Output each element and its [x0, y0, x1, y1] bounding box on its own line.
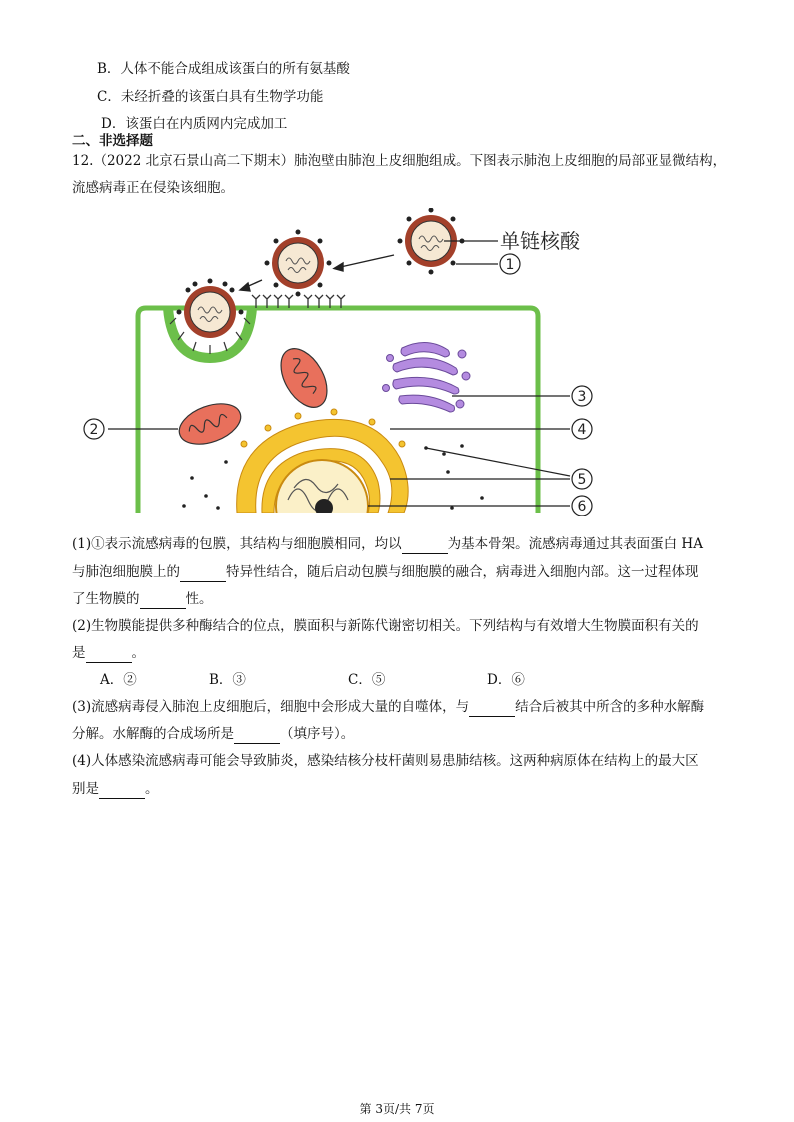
callout-4-number: 4	[577, 422, 587, 438]
callout-3-number: 3	[577, 389, 587, 405]
sub3-text-c: 分解。水解酶的合成场所是	[72, 726, 234, 742]
option-b: B．人体不能合成组成该蛋白的所有氨基酸	[97, 61, 350, 77]
sub1-line2	[72, 562, 699, 582]
sub3-line1	[72, 697, 704, 717]
callout-5-number: 5	[577, 472, 587, 488]
sub1-line1	[72, 534, 703, 554]
sub1-text-f: 性。	[185, 591, 213, 607]
callout-6-number: 6	[577, 499, 587, 515]
section-heading: 二、非选择题	[72, 133, 153, 149]
option-key: A．	[100, 672, 124, 688]
mitochondrion-2	[174, 396, 246, 452]
option-value: ⑥	[511, 672, 525, 688]
sub1-text-a: (1)①表示流感病毒的包膜，其结构与细胞膜相同，均以	[72, 536, 402, 552]
option-key: D．	[487, 672, 512, 688]
sub2-text-b: 。	[131, 645, 145, 661]
virus-entering	[177, 279, 244, 339]
sub4-line1: (4)人体感染流感病毒可能会导致肺炎，感染结核分枝杆菌则易患肺结核。这两种病原体在结构上的最大区	[72, 753, 699, 769]
sub2-line1: (2)生物膜能提供多种酶结合的位点，膜面积与新陈代谢密切相关。下列结构与有效增大生物膜面积有关的	[72, 618, 699, 634]
sub3-line2	[72, 724, 354, 744]
golgi-apparatus	[383, 342, 471, 412]
page-footer: 第 3页/共 7页	[359, 1102, 435, 1116]
answer-blank-7[interactable]	[99, 782, 145, 799]
sub2-option-a[interactable]	[100, 670, 137, 690]
sub2-text-a: 是	[72, 645, 86, 661]
cell-diagram	[72, 208, 612, 516]
sub1-line3	[72, 589, 213, 609]
label-single-strand-rna: 单链核酸	[500, 229, 580, 253]
sub1-text-e: 了生物膜的	[72, 591, 140, 607]
sub1-text-c: 与肺泡细胞膜上的	[72, 564, 180, 580]
sub2-line2	[72, 643, 145, 663]
sub2-option-d[interactable]	[487, 670, 525, 690]
option-d: D．该蛋白在内质网内完成加工	[101, 116, 288, 132]
answer-blank-3[interactable]	[140, 592, 186, 609]
mitochondrion-1	[272, 341, 337, 415]
sub1-text-d: 特异性结合，随后启动包膜与细胞膜的融合，病毒进入细胞内部。这一过程体现	[226, 564, 699, 580]
answer-blank-2[interactable]	[180, 565, 226, 582]
option-value: ⑤	[371, 672, 386, 688]
answer-blank-6[interactable]	[234, 727, 280, 744]
sub4-line2	[72, 779, 159, 799]
answer-blank-5[interactable]	[469, 700, 515, 717]
sub3-text-b: 结合后被其中所含的多种水解酶	[515, 699, 705, 715]
sub3-text-d: （填序号）。	[280, 726, 355, 742]
virus-binding	[265, 230, 332, 297]
answer-blank-4[interactable]	[86, 646, 132, 663]
sub2-option-c[interactable]	[348, 670, 385, 690]
option-c: C．未经折叠的该蛋白具有生物学功能	[97, 89, 324, 105]
callout-1-number: 1	[505, 257, 515, 273]
sub4-text-b: 。	[145, 781, 159, 797]
option-key: C．	[348, 672, 372, 688]
sub3-text-a: (3)流感病毒侵入肺泡上皮细胞后，细胞中会形成大量的自噬体，与	[72, 699, 470, 715]
sub2-option-b[interactable]	[209, 670, 246, 690]
sub4-text-a: 别是	[72, 781, 99, 797]
question-stem-line2: 流感病毒正在侵染该细胞。	[72, 180, 234, 196]
option-value: ③	[232, 672, 246, 688]
answer-blank-1[interactable]	[402, 537, 448, 554]
sub1-text-b: 为基本骨架。流感病毒通过其表面蛋白 HA	[447, 536, 703, 552]
question-stem-line1: 12.（2022 北京石景山高二下期末）肺泡壁由肺泡上皮细胞组成。下图表示肺泡上皮细胞的局部亚显微结构，	[72, 153, 727, 169]
option-key: B．	[209, 672, 233, 688]
option-value: ②	[123, 672, 137, 688]
callout-2-number: 2	[89, 422, 99, 438]
